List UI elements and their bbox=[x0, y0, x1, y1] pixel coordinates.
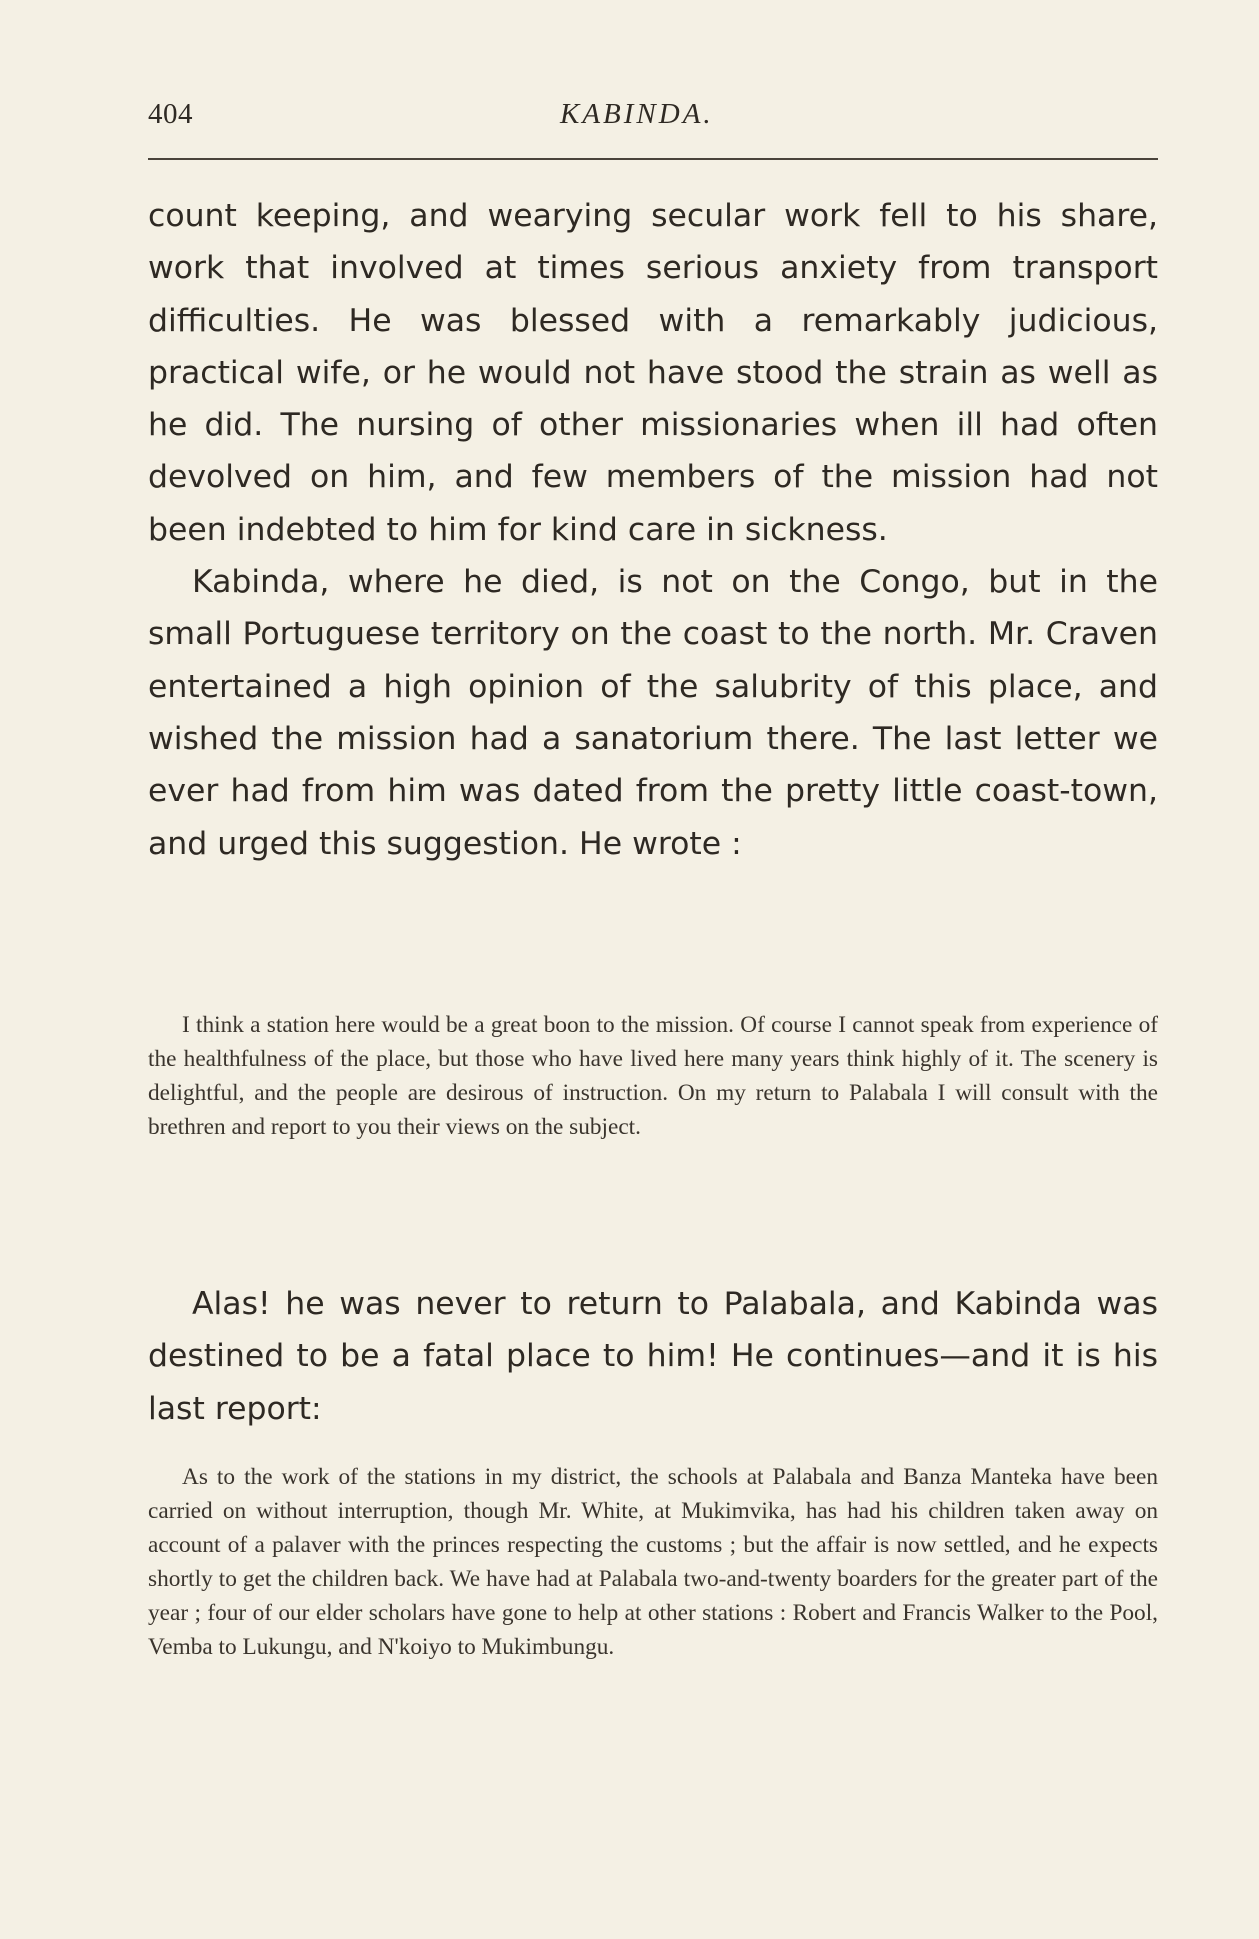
header-rule bbox=[148, 158, 1158, 160]
running-title: KABINDA. bbox=[560, 98, 714, 130]
running-head bbox=[148, 98, 1158, 138]
quote-report-text: As to the work of the stations in my district, the schools at Palabala and Banza Manteka have been carried on without interruption, though Mr. White, at Mukimvika, has had his children taken away on account of a palaver with the princes respecting the customs ; but the affair is now settled, and he expects shortly to get the children back. We have had at Palabala two-and-twenty boarders for the greater part of the year ; four of our elder scholars have gone to help at other stations : Robert and Francis Walker to the Pool, Vemba to Lukungu, and N'koiyo to Mukimbungu. bbox=[148, 1464, 1158, 1660]
main-text-block bbox=[148, 190, 1158, 870]
block-quote-report bbox=[148, 1460, 1158, 1664]
page-number: 404 bbox=[148, 98, 193, 130]
paragraph-continued: count keeping, and wearying secular work fell to his share, work that involved at times serious anxiety from transport difficulties. He was blessed with a remarkably judicious, practical wife, or he would not have stood the strain as well as he did. The nursing of other missionaries when ill had often devolved on him, and few members of the mission had not been indebted to him for kind care in sickness. bbox=[148, 198, 1158, 548]
paragraph-alas: Alas! he was never to return to Palabala, and Kabinda was destined to be a fatal place to him! He continues—and it is his last report: bbox=[148, 1286, 1158, 1427]
quote-letter-text: I think a station here would be a great boon to the mission. Of course I cannot speak from experience of the healthfulness of the place, but those who have lived here many years think highly of it. The scenery is delightful, and the people are desirous of instruction. On my return to Palabala I will consult with the brethren and report to you their views on the subject. bbox=[148, 1012, 1158, 1140]
paragraph-kabinda: Kabinda, where he died, is not on the Congo, but in the small Portuguese territory on the coast to the north. Mr. Craven entertained a high opinion of the salubrity of this place, and wished the mission had a sanatorium there. The last letter we ever had from him was dated from the pretty little coast-town, and urged this suggestion. He wrote : bbox=[148, 564, 1158, 862]
block-quote-letter bbox=[148, 1008, 1158, 1144]
main-text-block-2 bbox=[148, 1278, 1158, 1435]
